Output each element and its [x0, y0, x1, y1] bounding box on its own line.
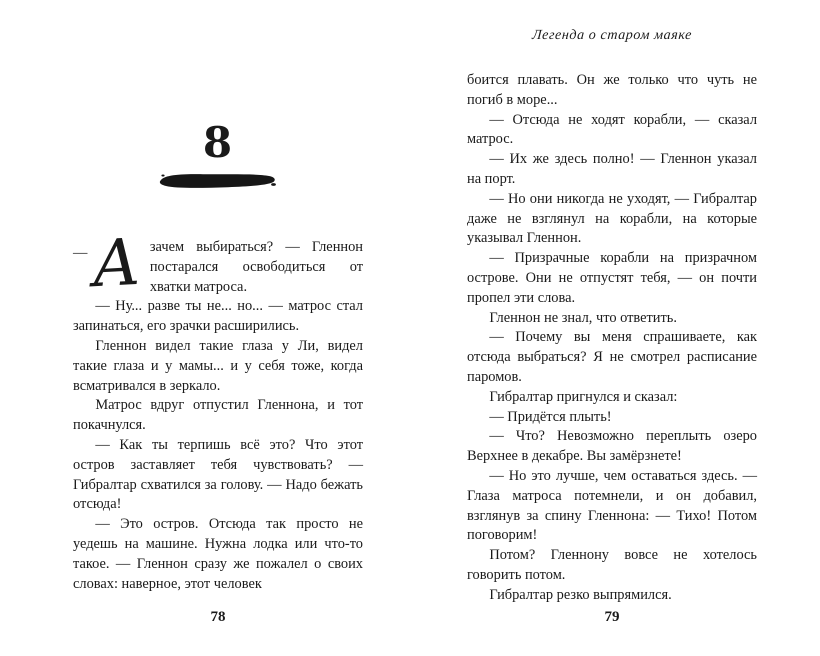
paragraph: Потом? Гленнону вовсе не хотелось говорить потом.: [467, 547, 757, 583]
dropcap-letter: А: [90, 225, 143, 303]
paragraph: — Отсюда не ходят корабли, — сказал матрос.: [467, 111, 757, 148]
brush-stroke-icon: [158, 171, 278, 191]
page-number-right: 79: [604, 609, 620, 625]
paragraph: — Почему вы меня спрашиваете, как отсюда выбраться? Я не смотрел расписание паромов.: [467, 329, 757, 385]
paragraph: — Как ты терпишь всё это? Что этот остров заставляет тебя чувствовать? — Гибралтар схватился за голову. — Надо бежать отсюда!: [73, 436, 363, 513]
paragraph: Матрос вдруг отпустил Гленнона, и тот покачнулся.: [73, 397, 363, 434]
paragraph: — Но это лучше, чем оставаться здесь. — Глаза матроса потемнели, и он добавил, взглянув за спину Гленнона: — Тихо! Потом поговорим!: [467, 467, 757, 544]
paragraph: — Ну... разве ты не... но... — матрос стал запинаться, его зрачки расширились.: [73, 298, 363, 335]
paragraph-continuation: боится плавать. Он же только что чуть не погиб в море...: [467, 72, 757, 108]
paragraph-text: зачем выбираться? — Гленнон постарался освободиться от хватки матроса.: [149, 239, 363, 295]
chapter-head: [73, 118, 363, 191]
paragraph: — Это остров. Отсюда так просто не уедешь на машине. Нужна лодка или что-то такое. — Гленнон сразу же пожалел о своих словах: наверное, этот человек: [73, 516, 363, 592]
paragraph: — Их же здесь полно! — Гленнон указал на порт.: [467, 151, 757, 187]
paragraph: — Призрачные корабли на призрачном острове. Они не отпустят тебя, — он почти пропел эти слова.: [467, 250, 757, 306]
paragraph: Гибралтар пригнулся и сказал:: [489, 388, 678, 405]
dropcap-dash: —: [73, 245, 88, 261]
left-body-text: [73, 225, 363, 594]
paragraph: — Придётся плыть!: [489, 408, 612, 425]
paragraph: Гленнон не знал, что ответить.: [489, 309, 677, 326]
running-header: Легенда о старом маяке: [531, 28, 693, 43]
paragraph-list: [467, 111, 757, 606]
dropcap: [73, 225, 143, 303]
page-number-left: 78: [210, 609, 226, 625]
right-body-text: [467, 71, 757, 606]
paragraph: Гибралтар резко выпрямился.: [489, 586, 672, 603]
chapter-number: 8: [202, 118, 234, 167]
paragraph: — Но они никогда не уходят, — Гибралтар даже не взглянул на корабли, на которые указывал Гленнон.: [467, 190, 757, 247]
paragraph-list: [73, 297, 363, 594]
paragraph-dropcap: [73, 225, 363, 303]
paragraph: — Что? Невозможно переплыть озеро Верхнее в декабре. Вы замёрзнете!: [467, 428, 757, 465]
page-right: [467, 0, 757, 656]
paragraph: Гленнон видел такие глаза у Ли, видел такие глаза и у мамы... и у себя тоже, когда всматривался в зеркало.: [73, 337, 363, 394]
page-left: [73, 0, 363, 656]
